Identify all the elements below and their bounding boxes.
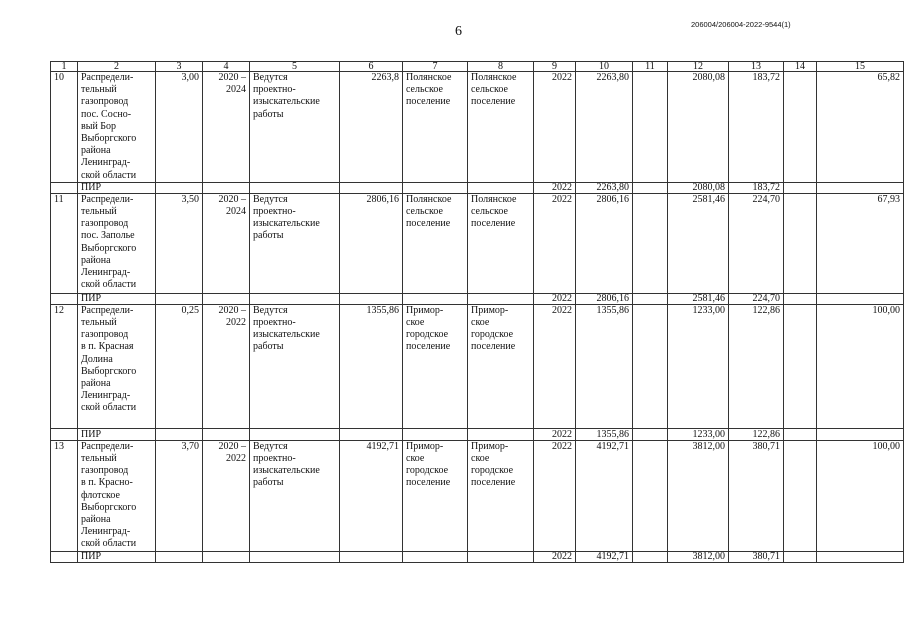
column-number-row [51, 62, 904, 72]
col13-value: 224,70 [729, 193, 784, 293]
col14-value [784, 72, 817, 183]
col11-value [633, 72, 668, 183]
pir-label: ПИР [78, 293, 156, 304]
pir-empty-cell [156, 551, 203, 562]
cost-value: 2806,16 [340, 193, 403, 293]
column-header: 6 [340, 62, 403, 72]
pir-empty-cell [633, 182, 668, 193]
pir-empty-cell [817, 428, 904, 440]
cost-value: 4192,71 [340, 440, 403, 551]
pir-empty-cell [784, 293, 817, 304]
customer: Полянское сельское поселение [468, 72, 534, 183]
status-text: Ведутся проектно- изыскательские работы [250, 72, 340, 183]
table-row [51, 304, 904, 428]
pir-empty-cell [468, 293, 534, 304]
pir-empty-cell [633, 551, 668, 562]
column-header: 14 [784, 62, 817, 72]
row-number: 11 [51, 193, 78, 293]
pir-year: 2022 [534, 428, 576, 440]
col14-value [784, 440, 817, 551]
period: 2020 – 2024 [203, 193, 250, 293]
object-name: Распредели- тельный газопровод пос. Сосно- вый Бор Выборгского района Ленинград- ской области [78, 72, 156, 183]
col14-value [784, 193, 817, 293]
pir-empty-cell [250, 428, 340, 440]
pir-empty-cell [817, 293, 904, 304]
object-name: Распредели- тельный газопровод в п. Красно- флотское Выборгского района Ленинград- ской области [78, 440, 156, 551]
col15-value: 100,00 [817, 440, 904, 551]
pir-empty-cell [156, 293, 203, 304]
pir-row [51, 293, 904, 304]
settlement: Примор- ское городское поселение [403, 304, 468, 428]
pir-empty-cell [340, 551, 403, 562]
column-header: 9 [534, 62, 576, 72]
page-number: 6 [455, 24, 462, 39]
col12-value: 3812,00 [668, 440, 729, 551]
cost-value: 2263,8 [340, 72, 403, 183]
pir-empty-cell [250, 551, 340, 562]
total-value: 4192,71 [576, 440, 633, 551]
pir-empty-cell [784, 551, 817, 562]
pir-empty-cell [784, 182, 817, 193]
pir-empty-cell [633, 428, 668, 440]
pir-empty-cell [203, 182, 250, 193]
pir-col12: 3812,00 [668, 551, 729, 562]
pir-empty-cell [51, 182, 78, 193]
col15-value: 65,82 [817, 72, 904, 183]
column-header: 10 [576, 62, 633, 72]
pir-empty-cell [203, 293, 250, 304]
col12-value: 2080,08 [668, 72, 729, 183]
settlement: Полянское сельское поселение [403, 193, 468, 293]
total-value: 1355,86 [576, 304, 633, 428]
col12-value: 2581,46 [668, 193, 729, 293]
object-name: Распредели- тельный газопровод пос. Заполье Выборгского района Ленинград- ской области [78, 193, 156, 293]
pir-col13: 122,86 [729, 428, 784, 440]
row-number: 10 [51, 72, 78, 183]
table-row [51, 193, 904, 293]
pir-empty-cell [403, 293, 468, 304]
row-number: 13 [51, 440, 78, 551]
object-name: Распредели- тельный газопровод в п. Красная Долина Выборгского района Ленинград- ской области [78, 304, 156, 428]
pir-col13: 380,71 [729, 551, 784, 562]
column-header: 12 [668, 62, 729, 72]
pir-row [51, 428, 904, 440]
pir-empty-cell [403, 428, 468, 440]
pir-total: 2806,16 [576, 293, 633, 304]
pir-label: ПИР [78, 428, 156, 440]
total-value: 2806,16 [576, 193, 633, 293]
pir-empty-cell [340, 293, 403, 304]
customer: Примор- ское городское поселение [468, 440, 534, 551]
column-header: 5 [250, 62, 340, 72]
pir-col12: 1233,00 [668, 428, 729, 440]
length-value: 0,25 [156, 304, 203, 428]
period: 2020 – 2022 [203, 440, 250, 551]
pir-empty-cell [156, 428, 203, 440]
pir-empty-cell [468, 551, 534, 562]
column-header: 15 [817, 62, 904, 72]
column-header: 1 [51, 62, 78, 72]
settlement: Полянское сельское поселение [403, 72, 468, 183]
pir-total: 1355,86 [576, 428, 633, 440]
column-header: 13 [729, 62, 784, 72]
pir-total: 4192,71 [576, 551, 633, 562]
pir-empty-cell [817, 182, 904, 193]
pir-empty-cell [51, 551, 78, 562]
col14-value [784, 304, 817, 428]
table-row [51, 72, 904, 183]
pir-empty-cell [340, 182, 403, 193]
col13-value: 183,72 [729, 72, 784, 183]
pir-total: 2263,80 [576, 182, 633, 193]
col11-value [633, 440, 668, 551]
table-row [51, 440, 904, 551]
col15-value: 100,00 [817, 304, 904, 428]
column-header: 3 [156, 62, 203, 72]
pir-label: ПИР [78, 551, 156, 562]
pir-col13: 183,72 [729, 182, 784, 193]
pir-empty-cell [203, 551, 250, 562]
pir-empty-cell [817, 551, 904, 562]
pir-year: 2022 [534, 293, 576, 304]
col11-value [633, 304, 668, 428]
column-header: 2 [78, 62, 156, 72]
pir-row [51, 551, 904, 562]
cost-value: 1355,86 [340, 304, 403, 428]
col12-value: 1233,00 [668, 304, 729, 428]
document-id: 206004/206004-2022-9544(1) [691, 20, 791, 29]
length-value: 3,70 [156, 440, 203, 551]
pir-year: 2022 [534, 551, 576, 562]
status-text: Ведутся проектно- изыскательские работы [250, 304, 340, 428]
year-value: 2022 [534, 72, 576, 183]
customer: Полянское сельское поселение [468, 193, 534, 293]
column-header: 11 [633, 62, 668, 72]
col15-value: 67,93 [817, 193, 904, 293]
period: 2020 – 2022 [203, 304, 250, 428]
table-body [51, 72, 904, 563]
pir-empty-cell [51, 293, 78, 304]
pir-year: 2022 [534, 182, 576, 193]
year-value: 2022 [534, 304, 576, 428]
pir-empty-cell [403, 182, 468, 193]
pir-col12: 2581,46 [668, 293, 729, 304]
pir-empty-cell [468, 428, 534, 440]
col13-value: 380,71 [729, 440, 784, 551]
col13-value: 122,86 [729, 304, 784, 428]
status-text: Ведутся проектно- изыскательские работы [250, 193, 340, 293]
pir-label: ПИР [78, 182, 156, 193]
pir-empty-cell [340, 428, 403, 440]
pir-col12: 2080,08 [668, 182, 729, 193]
pir-empty-cell [403, 551, 468, 562]
total-value: 2263,80 [576, 72, 633, 183]
column-header: 7 [403, 62, 468, 72]
pir-empty-cell [203, 428, 250, 440]
year-value: 2022 [534, 193, 576, 293]
pir-empty-cell [468, 182, 534, 193]
pir-empty-cell [633, 293, 668, 304]
length-value: 3,00 [156, 72, 203, 183]
period: 2020 – 2024 [203, 72, 250, 183]
status-text: Ведутся проектно- изыскательские работы [250, 440, 340, 551]
column-header: 8 [468, 62, 534, 72]
pir-row [51, 182, 904, 193]
pir-empty-cell [51, 428, 78, 440]
pir-empty-cell [784, 428, 817, 440]
pir-empty-cell [250, 293, 340, 304]
program-table [50, 61, 904, 563]
year-value: 2022 [534, 440, 576, 551]
customer: Примор- ское городское поселение [468, 304, 534, 428]
col11-value [633, 193, 668, 293]
length-value: 3,50 [156, 193, 203, 293]
pir-empty-cell [156, 182, 203, 193]
row-number: 12 [51, 304, 78, 428]
pir-col13: 224,70 [729, 293, 784, 304]
column-header: 4 [203, 62, 250, 72]
pir-empty-cell [250, 182, 340, 193]
settlement: Примор- ское городское поселение [403, 440, 468, 551]
